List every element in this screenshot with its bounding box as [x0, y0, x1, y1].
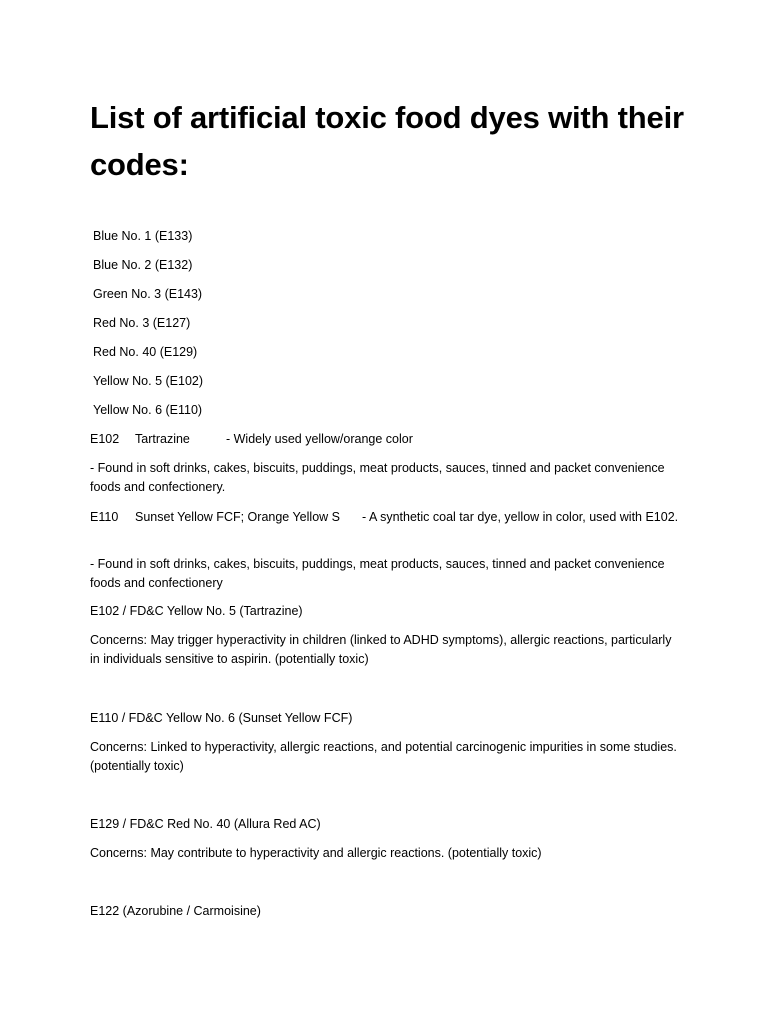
e110-code: E110 — [90, 510, 119, 524]
document-title: List of artificial toxic food dyes with their codes: — [90, 100, 684, 182]
e102-found-in: - Found in soft drinks, cakes, biscuits, puddings, meat products, sauces, tinned and packet convenience foods and confectionery. — [90, 461, 665, 494]
dye-code-item: Red No. 40 (E129) — [93, 345, 198, 359]
section-concerns: Concerns: Linked to hyperactivity, allergic reactions, and potential carcinogenic impurities in some studies. (potentially toxic) — [90, 740, 677, 773]
dye-code-item: Blue No. 1 (E133) — [93, 229, 193, 243]
e102-name: Tartrazine — [135, 432, 190, 446]
dye-code-list — [93, 228, 203, 431]
e110-description: - A synthetic coal tar dye, yellow in color, used with E102. — [362, 510, 679, 524]
dye-code-item: Red No. 3 (E127) — [93, 316, 191, 330]
dye-code-item: Green No. 3 (E143) — [93, 287, 203, 301]
e110-found-in: - Found in soft drinks, cakes, biscuits, puddings, meat products, sauces, tinned and packet convenience foods and confectionery — [90, 557, 665, 590]
section-heading: E102 / FD&C Yellow No. 5 (Tartrazine) — [90, 604, 303, 618]
e110-summary-row — [90, 508, 680, 527]
e102-summary-row — [90, 430, 680, 449]
dye-code-item: Blue No. 2 (E132) — [93, 258, 193, 272]
dye-code-item: Yellow No. 5 (E102) — [93, 374, 204, 388]
section-concerns: Concerns: May trigger hyperactivity in children (linked to ADHD symptoms), allergic reactions, particularly in individuals sensitive to aspirin. (potentially toxic) — [90, 633, 672, 666]
dye-code-item: Yellow No. 6 (E110) — [93, 403, 203, 417]
section-heading: E110 / FD&C Yellow No. 6 (Sunset Yellow FCF) — [90, 711, 353, 725]
e102-code: E102 — [90, 432, 120, 446]
e110-name: Sunset Yellow FCF; Orange Yellow S — [135, 510, 340, 524]
section-heading: E122 (Azorubine / Carmoisine) — [90, 904, 261, 918]
e102-description: - Widely used yellow/orange color — [226, 432, 413, 446]
section-heading: E129 / FD&C Red No. 40 (Allura Red AC) — [90, 817, 321, 831]
section-concerns: Concerns: May contribute to hyperactivity and allergic reactions. (potentially toxic) — [90, 846, 542, 860]
